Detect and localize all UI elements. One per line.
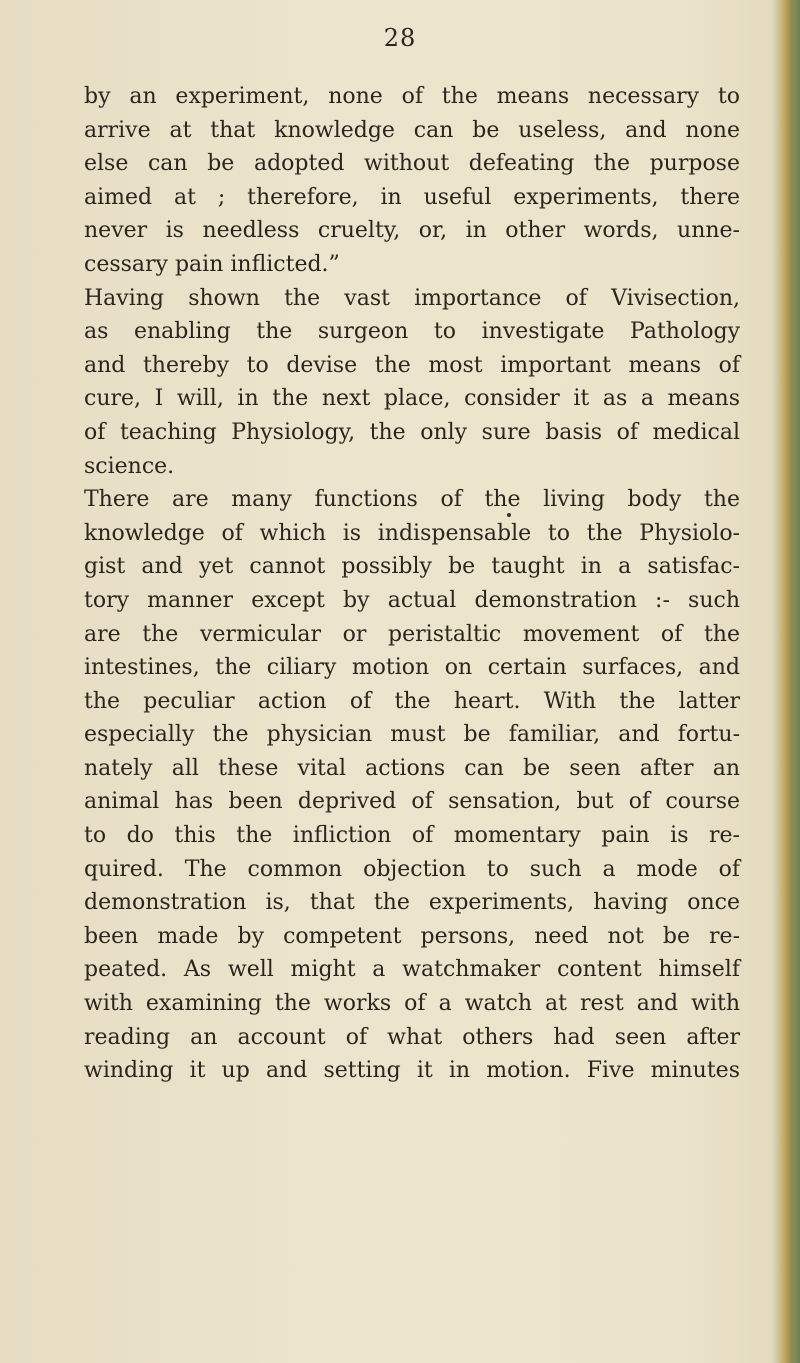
text-line: arrive at that knowledge can be useless, and none — [84, 117, 740, 143]
body-text — [84, 80, 740, 1088]
page-number: 28 — [383, 24, 417, 52]
text-line: of teaching Physiology, the only sure basis of medical — [84, 419, 740, 445]
page-edge — [778, 0, 800, 1363]
text-line: quired. The common objection to such a mode of — [84, 856, 740, 882]
text-line: animal has been deprived of sensation, but of course — [84, 789, 740, 815]
text-line: else can be adopted without defeating the purpose — [84, 151, 740, 177]
stray-ink-dot — [507, 513, 511, 517]
text-line: nately all these vital actions can be seen after an — [84, 755, 740, 781]
text-line: never is needless cruelty, or, in other words, unne- — [84, 218, 740, 244]
text-line: demonstration is, that the experiments, having once — [84, 890, 740, 916]
text-line: with examining the works of a watch at rest and with — [84, 991, 740, 1017]
text-line: been made by competent persons, need not be re- — [84, 923, 740, 949]
text-line: science. — [84, 453, 175, 479]
text-line: are the vermicular or peristaltic movement of the — [84, 621, 740, 647]
text-line: gist and yet cannot possibly be taught in a satisfac- — [84, 554, 740, 580]
text-line: Having shown the vast importance of Vivisection, — [84, 285, 740, 311]
text-line: tory manner except by actual demonstration :- such — [84, 587, 740, 613]
text-line: knowledge of which is indispensable to the Physiolo- — [84, 520, 740, 546]
text-line: and thereby to devise the most important means of — [84, 352, 740, 378]
text-line: aimed at ; therefore, in useful experiments, there — [84, 184, 740, 210]
text-line: the peculiar action of the heart. With the latter — [84, 688, 740, 714]
text-line: reading an account of what others had seen after — [84, 1024, 740, 1050]
text-line: especially the physician must be familiar, and fortu- — [84, 722, 740, 748]
text-line: winding it up and setting it in motion. Five minutes — [84, 1058, 740, 1084]
text-line: by an experiment, none of the means necessary to — [84, 84, 740, 109]
text-line: intestines, the ciliary motion on certain surfaces, and — [84, 655, 740, 681]
text-line: to do this the infliction of momentary pain is re- — [84, 823, 740, 849]
text-line: cessary pain inflicted.” — [84, 251, 340, 277]
text-line: There are many functions of the living body the — [84, 487, 740, 513]
text-line: cure, I will, in the next place, consider it as a means — [84, 386, 740, 412]
text-line: as enabling the surgeon to investigate Pathology — [84, 319, 740, 345]
text-line: peated. As well might a watchmaker content himself — [84, 957, 740, 983]
